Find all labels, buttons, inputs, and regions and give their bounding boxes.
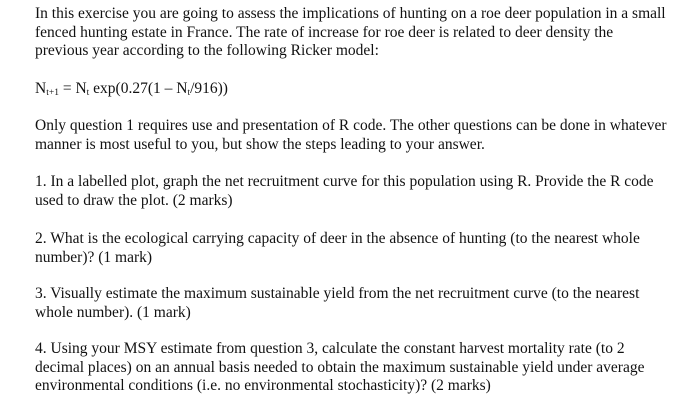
question-1: 1. In a labelled plot, graph the net recruitment curve for this population using R. Provide the R code used to draw the plot. (2 marks): [35, 173, 654, 209]
formula-lhs-var: N: [35, 79, 47, 97]
formula-rhs-subscript: t: [86, 87, 90, 98]
formula-rhs-var: N: [75, 79, 87, 97]
document-body: [35, 5, 667, 396]
intro-paragraph: In this exercise you are going to assess the implications of hunting on a roe deer population in a small fenced hunting estate in France. The rate of increase for roe deer is related to deer density the previous year according to the following Ricker model:: [35, 5, 666, 59]
formula-lhs-subscript: t+1: [46, 87, 59, 98]
formula-rhs-middle: exp(0.27(1 – N: [89, 79, 188, 97]
formula-rhs-subscript-2: t: [187, 87, 191, 98]
instructions-paragraph: Only question 1 requires use and presentation of R code. The other questions can be done in whatever manner is most useful to you, but show the steps leading to your answer.: [35, 117, 667, 153]
question-4: 4. Using your MSY estimate from question 3, calculate the constant harvest mortality rate (to 2 decimal places) on an annual basis needed to obtain the maximum sustainable yield under average environmental conditions (i.e. no environmental stochasticity)? (2 marks): [35, 340, 645, 394]
question-2: 2. What is the ecological carrying capacity of deer in the absence of hunting (to the nearest whole number)? (1 mark): [35, 230, 640, 266]
formula-equals: =: [58, 79, 76, 97]
formula-rhs-end: /916)): [190, 79, 228, 97]
ricker-formula: [35, 80, 667, 99]
question-3: 3. Visually estimate the maximum sustainable yield from the net recruitment curve (to the nearest whole number). (1 mark): [35, 285, 640, 321]
